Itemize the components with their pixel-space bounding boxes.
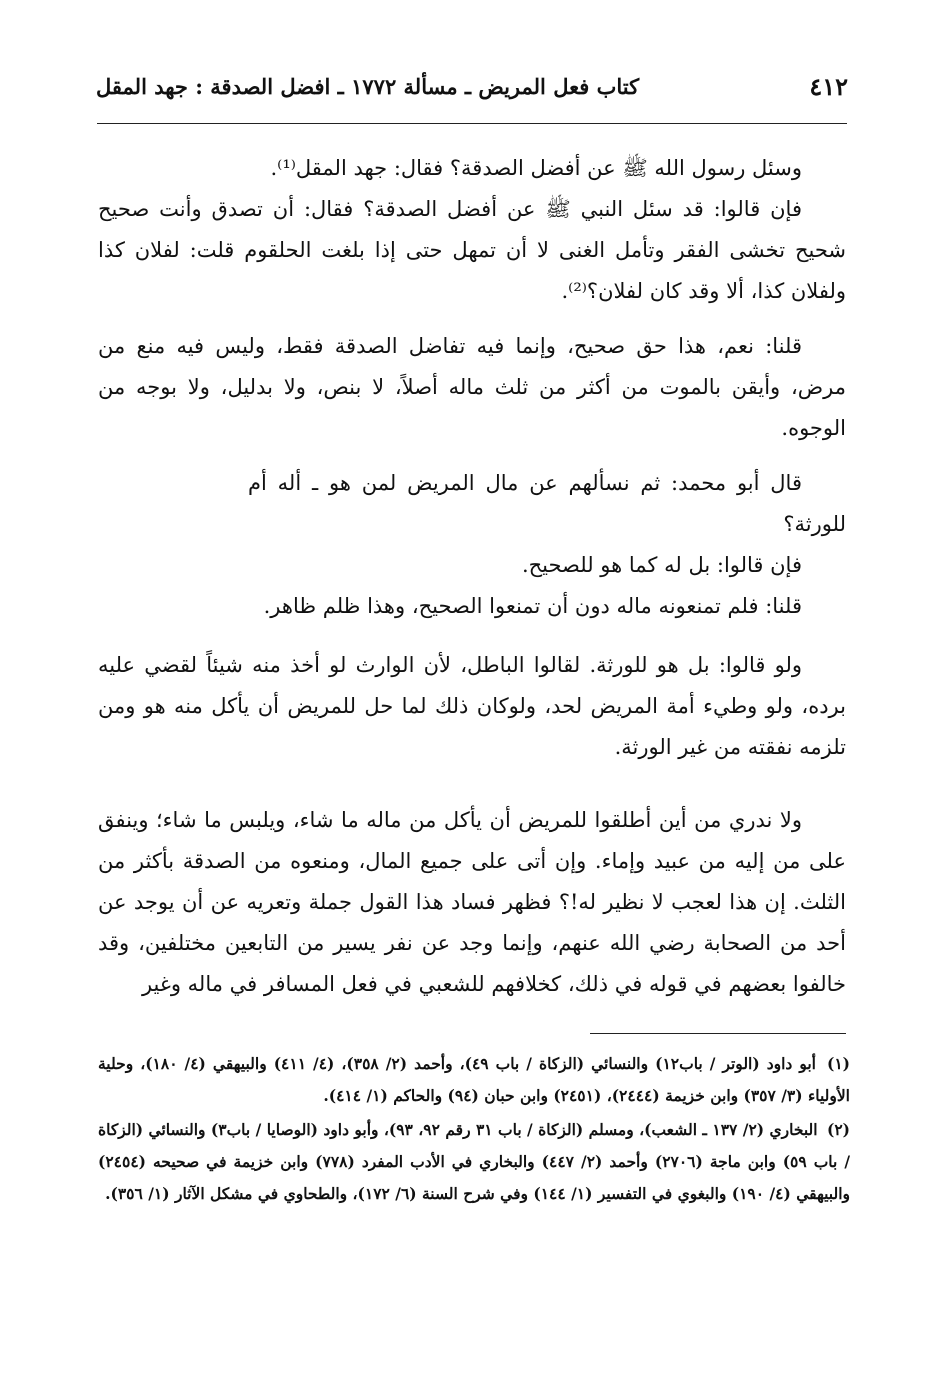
- dialogue-line-3: قلنا: فلم تمنعونه ماله دون أن تمنعوا الصحيح، وهذا ظلم ظاهر.: [263, 594, 802, 618]
- main-text: [98, 148, 846, 1005]
- header-divider: [97, 123, 847, 124]
- footnote-number: (٢): [826, 1120, 850, 1139]
- footnote-text: أبو داود (الوتر / باب١٢) والنسائي (الزكاة / باب ٤٩)، وأحمد (٢/ ٣٥٨)، (٤/ ٤١١) والبيهقي (٤/ ١٨٠)، وحلية الأولياء (٣/ ٣٥٧) وابن خزيمة (٢٤٤٤)، (٢٤٥١) وابن حبان (٩٤) والحاكم (١/ ٤١٤).: [98, 1054, 850, 1105]
- footnote-divider: [590, 1033, 846, 1034]
- footnote-2: [98, 1114, 850, 1210]
- footnotes: [98, 1048, 850, 1212]
- dialogue-line-1: قال أبو محمد: ثم نسألهم عن مال المريض لمن هو ـ أله أم للورثة؟: [248, 471, 846, 536]
- paragraph-5: ولا ندري من أين أطلقوا للمريض أن يأكل من ماله ما شاء، ويلبس ما شاء؛ وينفق على من إليه من عبيد وإماء. وإن أتى على جميع المال، ومنعوه من الصدقة بأكثر من الثلث. إن هذا لعجب لا نظير له!؟ فظهر فساد هذا القول جملة وتعريه عن أن يوجد عن أحد من الصحابة رضي الله عنهم، وإنما وجد عن نفر يسير من التابعين مختلفين، وقد خالفوا بعضهم في قوله في ذلك، كخلافهم للشعبي في فعل المسافر في ماله وغير: [98, 808, 846, 996]
- running-header: [96, 72, 848, 108]
- paragraph-1: وسئل رسول الله ﷺ عن أفضل الصدقة؟ فقال: جهد المقل⁽¹⁾.: [270, 156, 802, 180]
- footnote-1: [98, 1048, 850, 1112]
- dialogue-line-2: فإن قالوا: بل له كما هو للصحيح.: [521, 553, 802, 577]
- page-number: ٤١٢: [809, 72, 848, 101]
- footnote-text: البخاري (٢/ ١٣٧ ـ الشعب)، ومسلم (الزكاة / باب ٣١ رقم ٩٢، ٩٣)، وأبو داود (الوصايا / باب٣) والنسائي (الزكاة / باب ٥٩) وابن ماجة (٢٧٠٦) وأحمد (٢/ ٤٤٧) والبخاري في الأدب المفرد (٧٧٨) وابن خزيمة في صحيحه (٢٤٥٤) والبيهقي (٤/ ١٩٠) والبغوي في التفسير (١/ ١٤٤) وفي شرح السنة (٦/ ١٧٢)، والطحاوي في مشكل الآثار (١/ ٣٥٦).: [98, 1120, 851, 1203]
- paragraph-4: ولو قالوا: بل هو للورثة. لقالوا الباطل، لأن الوارث لو أخذ منه شيئاً لقضي عليه برده، ولو وطيء أمة المريض لحد، ولوكان ذلك لما حل للمريض أن يأكل منه هو ومن تلزمه نفقته من غير الورثة.: [98, 653, 846, 759]
- paragraph-3: قلنا: نعم، هذا حق صحيح، وإنما فيه تفاضل الصدقة فقط، وليس فيه منع من مرض، وأيقن بالموت من أكثر من ثلث ماله أصلاً، لا بنص، ولا بدليل، ولا بوجه من الوجوه.: [98, 334, 846, 440]
- footnote-number: (١): [826, 1054, 850, 1073]
- chapter-title: كتاب فعل المريض ـ مسألة ١٧٧٢ ـ افضل الصدقة : جهد المقل: [96, 74, 640, 99]
- dialogue-block: [248, 463, 846, 627]
- paragraph-2: فإن قالوا: قد سئل النبي ﷺ عن أفضل الصدقة؟ فقال: أن تصدق وأنت صحيح شحيح تخشى الفقر وتأمل الغنى لا أن تمهل حتى إذا بلغت الحلقوم قلت: لفلان كذا ولفلان كذا، ألا وقد كان لفلان؟⁽²⁾.: [98, 197, 846, 303]
